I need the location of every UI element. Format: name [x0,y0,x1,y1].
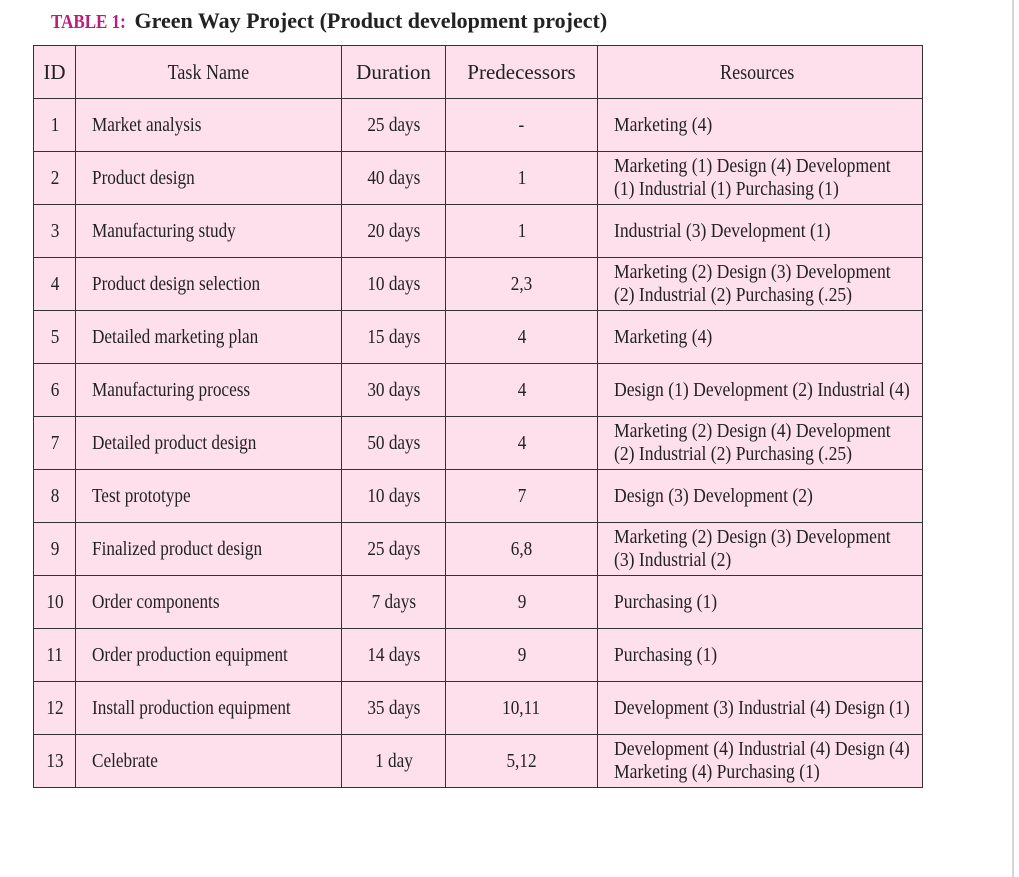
cell-duration: 25 days [342,523,446,576]
cell-resources: Purchasing (1) [598,576,923,629]
cell-duration: 25 days [342,99,446,152]
cell-resources: Marketing (2) Design (3) Development (3) Industrial (2) [598,523,923,576]
table-row [34,152,923,205]
cell-task-name: Order production equipment [76,629,342,682]
cell-duration: 10 days [342,470,446,523]
cell-duration: 10 days [342,258,446,311]
table-row [34,364,923,417]
cell-task-name: Detailed product design [76,417,342,470]
cell-task-name: Install production equipment [76,682,342,735]
table-header-row [34,46,923,99]
table-row [34,523,923,576]
cell-task-name: Market analysis [76,99,342,152]
cell-task-name: Product design selection [76,258,342,311]
cell-resources: Marketing (4) [598,311,923,364]
cell-predecessors: 4 [446,417,598,470]
caption-title: Green Way Project (Product development project) [134,8,608,33]
cell-id: 6 [34,364,76,417]
cell-predecessors: - [446,99,598,152]
cell-task-name: Manufacturing process [76,364,342,417]
cell-resources: Development (4) Industrial (4) Design (4) Marketing (4) Purchasing (1) [598,735,923,788]
page-edge-divider [1012,0,1014,877]
table-row [34,682,923,735]
cell-duration: 40 days [342,152,446,205]
cell-predecessors: 9 [446,576,598,629]
cell-predecessors: 4 [446,311,598,364]
cell-predecessors: 6,8 [446,523,598,576]
header-resources: Resources [598,46,923,99]
cell-duration: 30 days [342,364,446,417]
table-row [34,258,923,311]
cell-duration: 1 day [342,735,446,788]
caption-label: TABLE 1: [51,11,126,33]
cell-resources: Marketing (2) Design (4) Development (2) Industrial (2) Purchasing (.25) [598,417,923,470]
table-row [34,99,923,152]
cell-predecessors: 4 [446,364,598,417]
header-id: ID [34,46,76,99]
cell-resources: Development (3) Industrial (4) Design (1) [598,682,923,735]
cell-id: 9 [34,523,76,576]
cell-resources: Design (3) Development (2) [598,470,923,523]
table-row [34,629,923,682]
table-row [34,417,923,470]
header-predecessors: Predecessors [446,46,598,99]
cell-task-name: Order components [76,576,342,629]
cell-resources: Industrial (3) Development (1) [598,205,923,258]
cell-id: 12 [34,682,76,735]
cell-id: 3 [34,205,76,258]
cell-duration: 7 days [342,576,446,629]
cell-id: 5 [34,311,76,364]
cell-predecessors: 1 [446,205,598,258]
cell-id: 10 [34,576,76,629]
table-caption [51,7,607,35]
cell-id: 7 [34,417,76,470]
cell-duration: 50 days [342,417,446,470]
cell-duration: 20 days [342,205,446,258]
table-row [34,470,923,523]
table-row [34,205,923,258]
cell-task-name: Detailed marketing plan [76,311,342,364]
table-row [34,311,923,364]
cell-task-name: Test prototype [76,470,342,523]
cell-predecessors: 9 [446,629,598,682]
cell-task-name: Manufacturing study [76,205,342,258]
cell-duration: 15 days [342,311,446,364]
cell-resources: Marketing (4) [598,99,923,152]
cell-id: 8 [34,470,76,523]
cell-resources: Design (1) Development (2) Industrial (4) [598,364,923,417]
cell-duration: 14 days [342,629,446,682]
cell-predecessors: 10,11 [446,682,598,735]
cell-task-name: Product design [76,152,342,205]
project-task-table [33,45,923,788]
cell-duration: 35 days [342,682,446,735]
cell-id: 11 [34,629,76,682]
cell-resources: Marketing (1) Design (4) Development (1) Industrial (1) Purchasing (1) [598,152,923,205]
cell-predecessors: 2,3 [446,258,598,311]
cell-resources: Marketing (2) Design (3) Development (2) Industrial (2) Purchasing (.25) [598,258,923,311]
header-task-name: Task Name [76,46,342,99]
cell-id: 2 [34,152,76,205]
cell-predecessors: 1 [446,152,598,205]
cell-id: 4 [34,258,76,311]
table-row [34,576,923,629]
cell-id: 1 [34,99,76,152]
table-row [34,735,923,788]
cell-predecessors: 7 [446,470,598,523]
header-duration: Duration [342,46,446,99]
cell-resources: Purchasing (1) [598,629,923,682]
cell-task-name: Celebrate [76,735,342,788]
cell-task-name: Finalized product design [76,523,342,576]
cell-id: 13 [34,735,76,788]
cell-predecessors: 5,12 [446,735,598,788]
